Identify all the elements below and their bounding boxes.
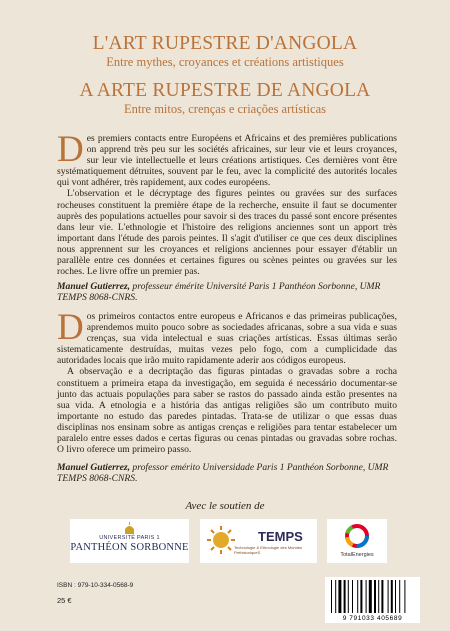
temps-tagline: Technologie & Ethnologie des Mondes PréhistoriqueS: [234, 545, 303, 555]
portuguese-subtitle: Entre mitos, crenças e criações artísticas: [124, 102, 326, 116]
portuguese-title-block: [0, 80, 450, 116]
pantheon-university-label: UNIVERSITÉ PARIS 1: [99, 535, 160, 541]
french-text: [57, 129, 397, 278]
french-paragraph-1-text: es premiers contacts entre Européens et Africains et des premières publications on apprend très peu sur les sociétés africaines, sur leur vie et leurs croyances, sur leur vie intellectuelle et leurs créations artistiques. Ces dernières vont être systématiquement détruites, souvent par le feu, avec la complicité des autorités locales qui vont adhérer, très rapidement, aux codes européens.: [57, 133, 397, 189]
pantheon-sorbonne-name: PANTHÉON SORBONNE: [70, 542, 189, 553]
totalenergies-logo: [327, 519, 387, 563]
barcode-bars-icon: [331, 580, 414, 613]
french-author: Manuel Gutierrez,: [57, 281, 131, 292]
support-label: Avec le soutien de: [185, 500, 265, 512]
sponsor-logos: [70, 519, 374, 563]
sun-icon: [206, 525, 236, 555]
barcode-digits: 9 791033 405689: [342, 615, 403, 622]
isbn: ISBN : 979-10-334-0568-9: [57, 582, 134, 589]
portuguese-paragraph-1: [57, 307, 397, 367]
french-signature: [57, 281, 397, 303]
temps-name: TEMPS: [258, 529, 303, 544]
totalenergies-emblem-icon: [345, 524, 369, 550]
portuguese-author: Manuel Gutierrez,: [57, 462, 131, 473]
french-affiliation: professeur émérite Université Paris 1 Panthéon Sorbonne, UMR TEMPS 8068-CNRS.: [57, 281, 381, 304]
french-subtitle: Entre mythes, croyances et créations artistiques: [106, 55, 344, 69]
pantheon-sorbonne-logo: [70, 519, 189, 563]
dome-icon: [124, 522, 135, 535]
portuguese-text: [57, 307, 397, 456]
price: 25 €: [57, 596, 72, 605]
french-dropcap: D: [57, 129, 84, 170]
french-title-block: [0, 33, 450, 69]
portuguese-signature: [57, 462, 397, 484]
totalenergies-name: TotalEnergies: [340, 552, 374, 558]
french-paragraph-1: [57, 129, 397, 189]
portuguese-dropcap: D: [57, 307, 84, 348]
portuguese-title: A ARTE RUPESTRE DE ANGOLA: [79, 80, 371, 101]
temps-logo: [200, 519, 317, 563]
portuguese-paragraph-1-text: os primeiros contactos entre europeus e Africanos e das primeiras publicações, aprendemos muito pouco sobre as sociedades africanas, sobre a sua vida e suas crenças, sua vida intelectual e suas criações artísticas. Essas últimas serão sistematicamente destruídas, muitas vezes pelo fogo, com a cumplicidade das autoridades locais que irão muito rapidamente aderir aos códigos europeus.: [57, 311, 397, 367]
portuguese-affiliation: professor emérito Universidade Paris 1 Panthéon Sorbonne, UMR TEMPS 8068-CNRS.: [57, 462, 389, 485]
french-title: L'ART RUPESTRE D'ANGOLA: [92, 33, 358, 54]
portuguese-paragraph-2: A observação e a decriptação das figuras pintadas o gravadas sobre a rocha constituem a primeira etapa da investigação, em seguida é necessário documentar-se junto das actuais populações para saber se rastos do passado ainda estão presentes na sua vida. A etnologia e a história das antigas religiões são um contributo muito importante no estudo das paredes pintadas. Trata-se de utilizar o que essas duas disciplinas nos ensinam sobre as antigas crenças e religiões para tentar estabelecer um paralelo entre esses dados e certas figuras ou cenas pintadas ou gravadas sobre rochas. O livro oferece um primeiro passo.: [57, 366, 397, 456]
barcode: [325, 577, 420, 623]
french-paragraph-2: L'observation et le décryptage des figures peintes ou gravées sur des surfaces rocheuses constituent la première étape de la recherche, ensuite il faut se documenter auprès des populations actuelles pour savoir si des traces du passé sont encore présentes dans leur vie. L'ethnologie et l'histoire des religions anciennes sont un apport très important dans l'étude des parois peintes. Il s'agit d'utiliser ce que ces deux disciplines nous apprennent sur les croyances et religions anciennes pour essayer d'établir un parallèle entre ces données et certaines figures ou scènes peintes ou gravées sur les roches. Le livre offre un premier pas.: [57, 188, 397, 278]
